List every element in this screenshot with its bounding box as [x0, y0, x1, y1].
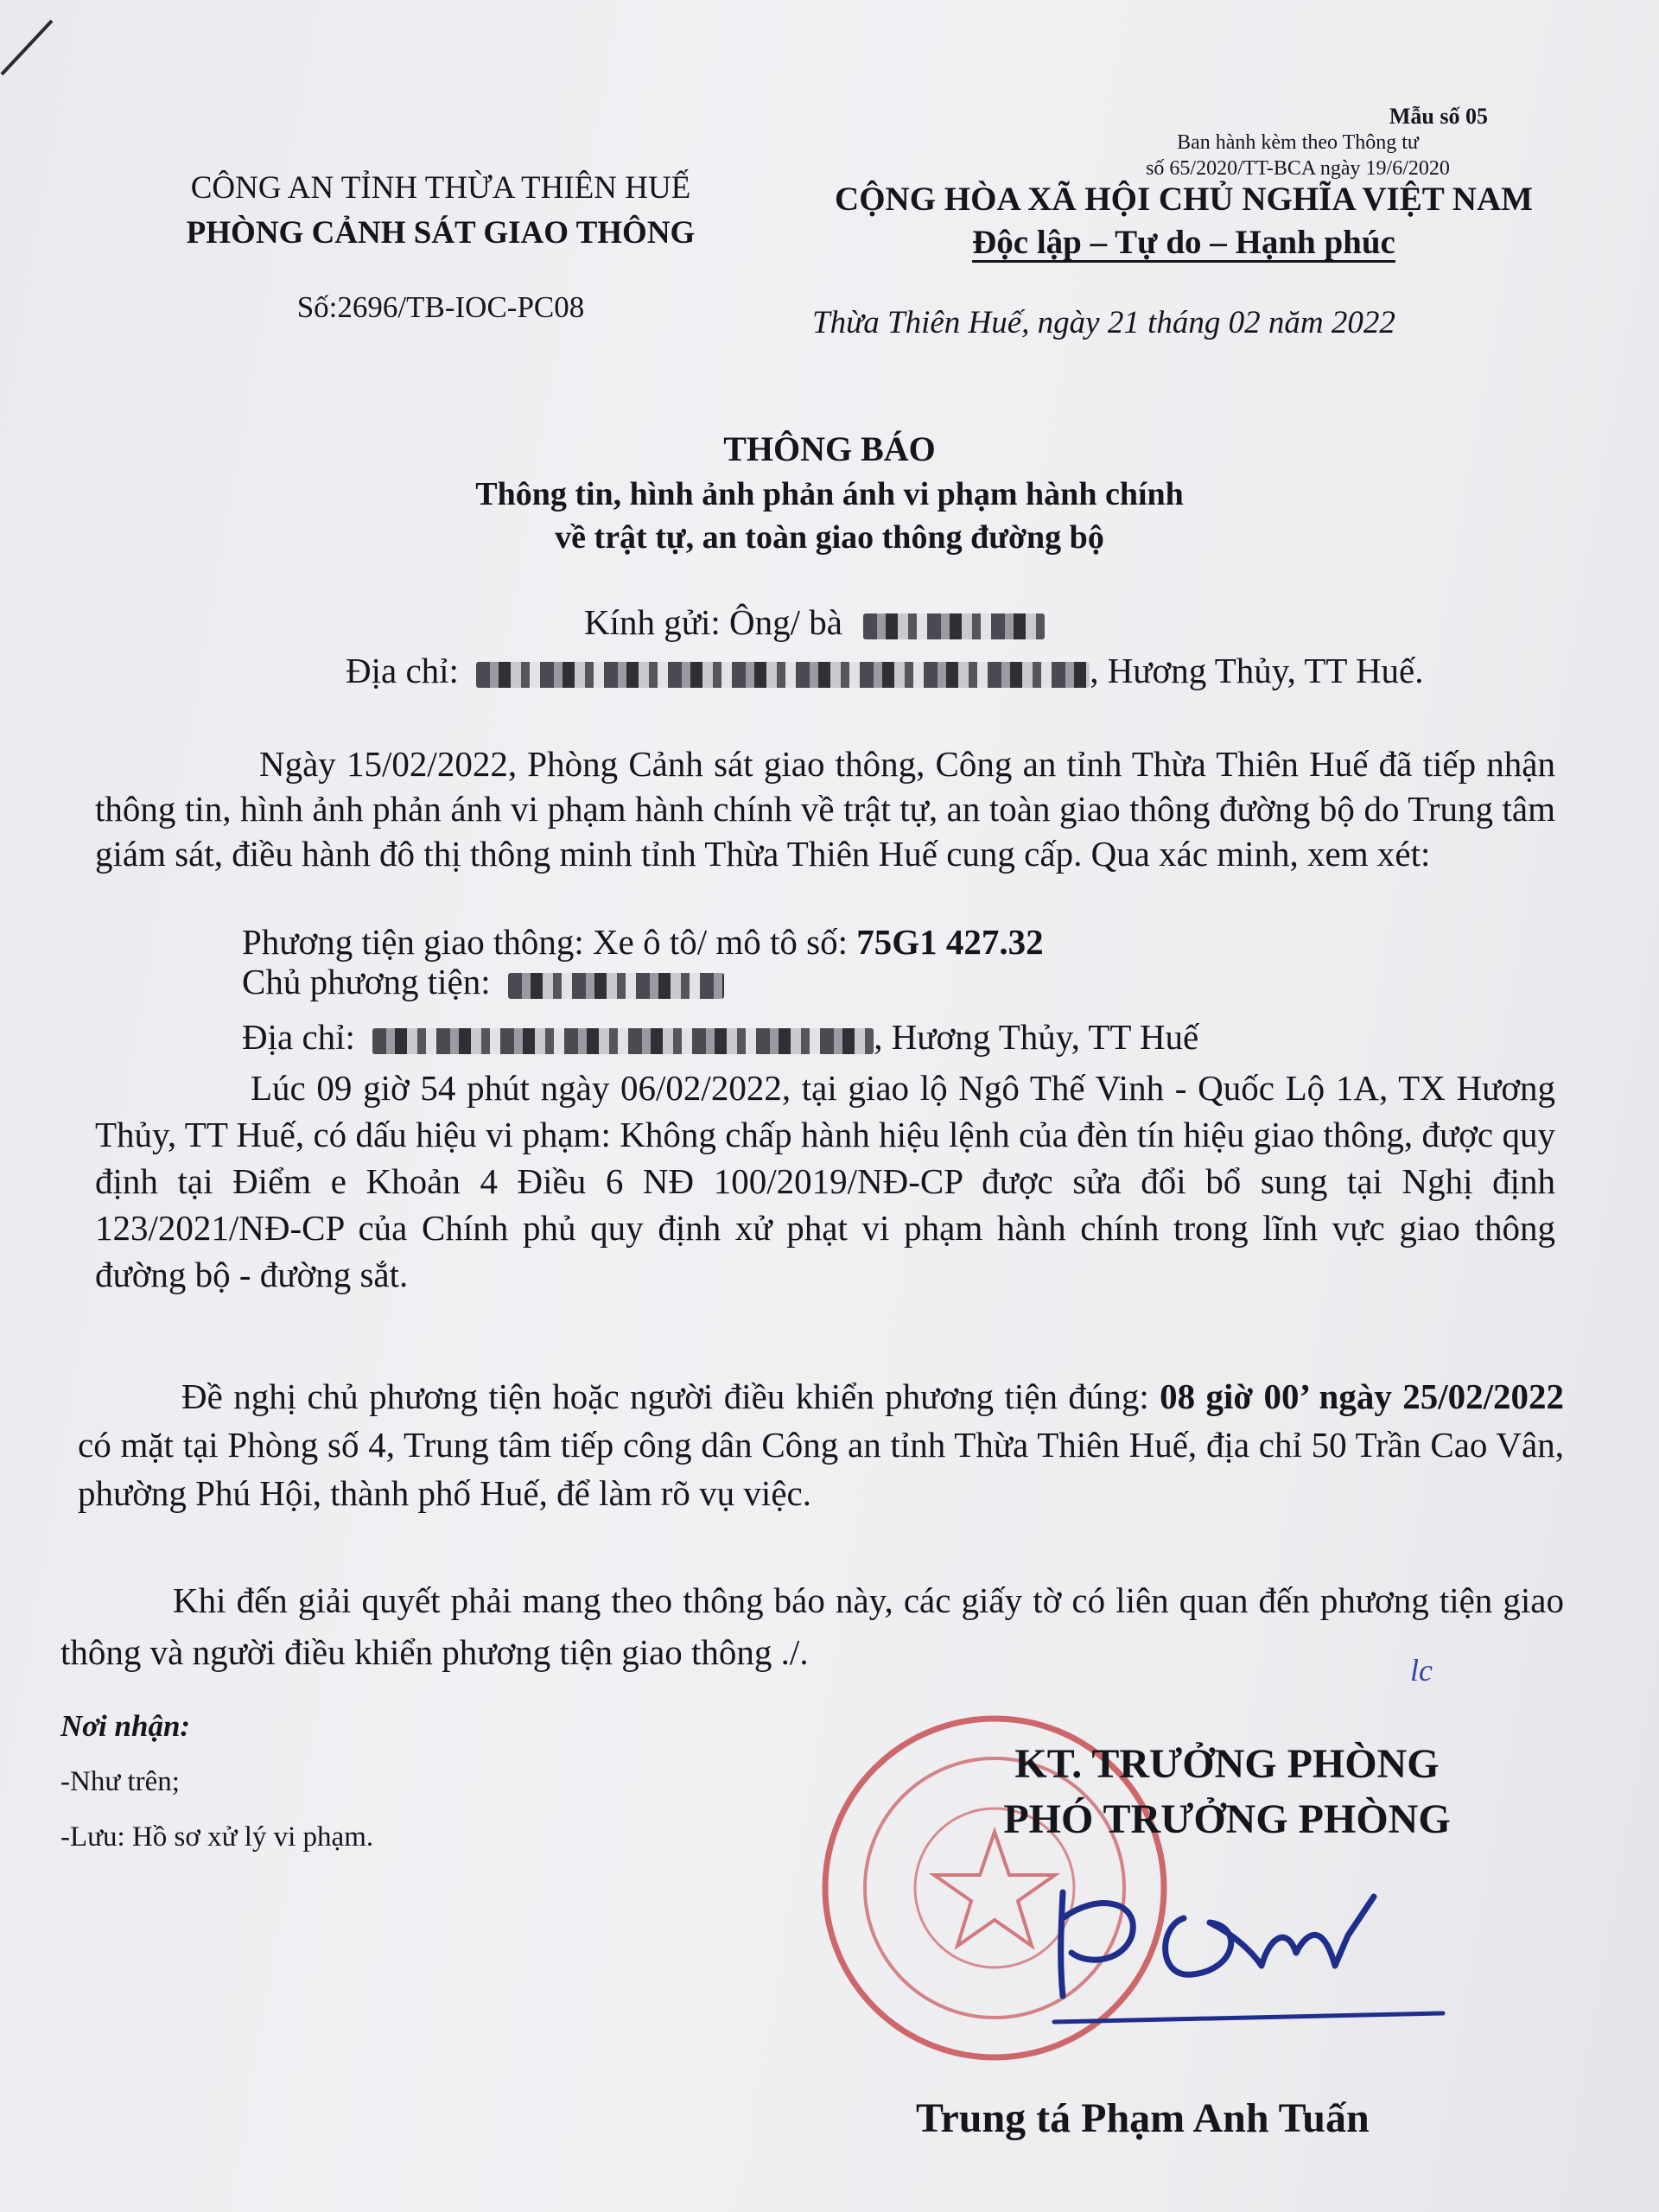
pen-mark-icon: [0, 17, 69, 78]
vehicle-info: Phương tiện giao thông: Xe ô tô/ mô tô số: 75G1 427.32: [242, 922, 1044, 962]
recipients-heading: Nơi nhận:: [60, 1709, 191, 1743]
document-title: THÔNG BÁO: [723, 429, 936, 468]
vehicle-owner: Chủ phương tiện:: [242, 961, 724, 1002]
form-line-2: số 65/2020/TT-BCA ngày 19/6/2020: [1146, 157, 1450, 180]
paragraph-documents: Khi đến giải quyết phải mang theo thông báo này, các giấy tờ có liên quan đến phương tiện giao thông và người điều khiển phương tiện giao thông ./.: [60, 1580, 1564, 1672]
license-plate: 75G1 427.32: [856, 922, 1044, 962]
signature-block: [899, 1737, 1555, 1847]
country-name: CỘNG HÒA XÃ HỘI CHỦ NGHĨA VIỆT NAM: [835, 181, 1533, 218]
paragraph-receipt: Ngày 15/02/2022, Phòng Cảnh sát giao thông, Công an tỉnh Thừa Thiên Huế đã tiếp nhận thông tin, hình ảnh phản ánh vi phạm hành chính về trật tự, an toàn giao thông đường bộ do Trung tâm giám sát, điều hành đô thị thông minh tỉnh Thừa Thiên Huế cung cấp. Qua xác minh, xem xét:: [95, 744, 1555, 874]
form-reference: [1056, 104, 1540, 181]
issuer-header: [130, 166, 752, 330]
recipient-item: -Lưu: Hồ sơ xử lý vi phạm.: [60, 1821, 374, 1853]
form-number: Mẫu số 05: [1389, 104, 1488, 129]
document-subtitle-1: Thông tin, hình ảnh phản ánh vi phạm hành chính: [475, 476, 1184, 512]
paragraph-appointment: Đề nghị chủ phương tiện hoặc người điều khiển phương tiện đúng: 08 giờ 00’ ngày 25/02/2022 có mặt tại Phòng số 4, Trung tâm tiếp công dân Công an tỉnh Thừa Thiên Huế, địa chỉ 50 Trần Cao Vân, phường Phú Hội, thành phố Huế, để làm rõ vụ việc.: [78, 1376, 1564, 1513]
handwritten-signature-icon: [1037, 1884, 1452, 2031]
issuer-department: PHÒNG CẢNH SÁT GIAO THÔNG: [186, 215, 696, 251]
paragraph-violation: Lúc 09 giờ 54 phút ngày 06/02/2022, tại giao lộ Ngô Thế Vinh - Quốc Lộ 1A, TX Hương Thủy, TT Huế, có dấu hiệu vi phạm: Không chấp hành hiệu lệnh của đèn tín hiệu giao thông, được quy định tại Điểm e Khoản 4 Điều 6 NĐ 100/2019/NĐ-CP được sửa đổi bổ sung tại Nghị định 123/2021/NĐ-CP của Chính phủ quy định xử phạt vi phạm hành chính trong lĩnh vực giao thông đường bộ - đường sắt.: [95, 1068, 1555, 1294]
national-motto: Độc lập – Tự do – Hạnh phúc: [972, 224, 1395, 261]
recipient-address: Địa chỉ: , Hương Thủy, TT Huế.: [346, 651, 1424, 690]
document-number: Số:2696/TB-IOC-PC08: [296, 290, 585, 324]
signature-title-2: PHÓ TRƯỞNG PHÒNG: [1003, 1796, 1451, 1842]
document-subtitle-2: về trật tự, an toàn giao thông đường bộ: [555, 519, 1104, 556]
issuer-agency: CÔNG AN TỈNH THỪA THIÊN HUẾ: [190, 170, 691, 206]
signature-title-1: KT. TRƯỞNG PHÒNG: [1014, 1741, 1440, 1787]
signer-name: Trung tá Phạm Anh Tuấn: [916, 2095, 1370, 2141]
owner-address: Địa chỉ: , Hương Thủy, TT Huế: [242, 1017, 1199, 1057]
recipients-list: [60, 1699, 373, 1865]
issue-date: Thừa Thiên Huế, ngày 21 tháng 02 năm 2022: [812, 305, 1395, 340]
recipient-greeting: Kính gửi: Ông/ bà: [584, 601, 1045, 643]
redacted-address: [476, 662, 1090, 688]
redacted-owner-address: [372, 1028, 874, 1054]
appointment-time: 08 giờ 00’ ngày 25/02/2022: [1160, 1376, 1564, 1416]
recipient-item: -Như trên;: [60, 1766, 180, 1797]
redacted-owner: [508, 973, 724, 999]
form-line-1: Ban hành kèm theo Thông tư: [1177, 131, 1419, 154]
national-header: [752, 178, 1616, 264]
handwritten-mark: lc: [1410, 1653, 1433, 1688]
redacted-name: [863, 613, 1045, 639]
